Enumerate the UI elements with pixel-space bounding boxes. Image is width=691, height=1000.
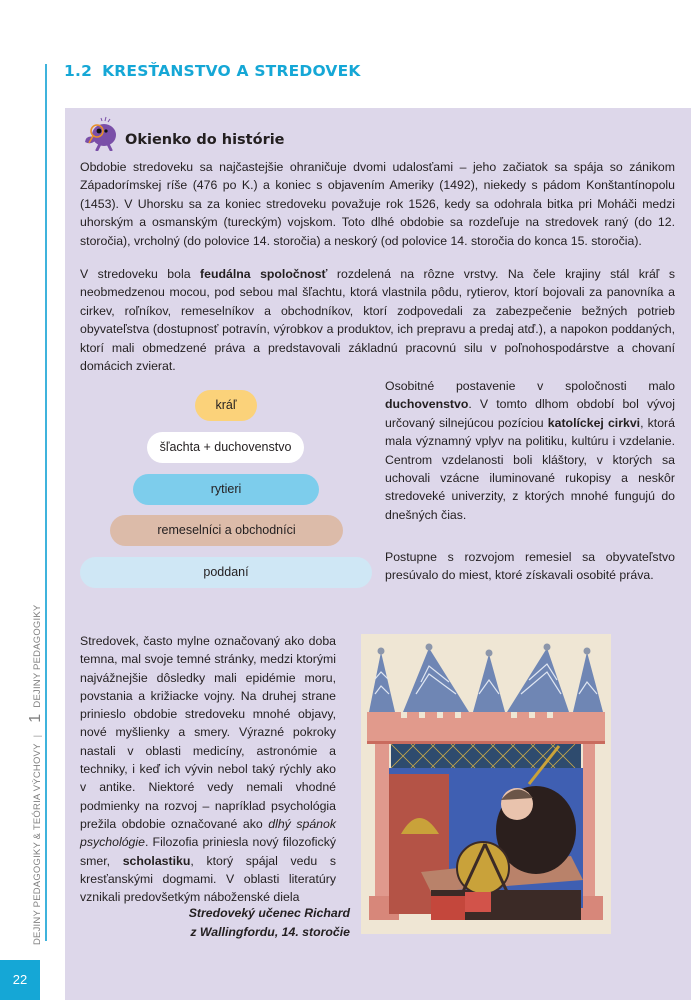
- section-number: 1.2: [64, 62, 93, 80]
- pyramid-level-knights: rytieri: [133, 474, 319, 505]
- paragraph-clergy: [385, 377, 675, 524]
- bold-term: feudálna spoločnosť: [200, 267, 328, 281]
- paragraph-periodization: Obdobie stredoveku sa najčastejšie ohraničuje dvomi udalosťami – jeho začiatok sa spája so zánikom Západorímskej ríše (476 po K.) a koniec s objavením Ameriky (1492), niekedy s pádom Konštantínopolu (1453). V Uhorsku sa za koniec stredoveku považuje rok 1526, kedy sa odohrala bitka pri Moháči medzi uhorským a osmanským (tureckým) vojskom. Toto dlhé obdobie sa rozdeľuje na stredovek raný (do 12. storočia), vrcholný (do polovice 14. storočia) a neskorý (od polovice 14. storočia do konca 15. storočia).: [80, 160, 675, 248]
- separator: |: [32, 734, 43, 738]
- pyramid-level-serfs: poddaní: [80, 557, 372, 588]
- pyramid-level-nobility-clergy: šľachta + duchovenstvo: [147, 432, 304, 463]
- pyramid-level-king: kráľ: [195, 390, 257, 421]
- paragraph-middle-ages: [80, 632, 336, 906]
- text-run: Osobitné postavenie v spoločnosti malo: [385, 379, 675, 393]
- manuscript-illustration: [361, 634, 611, 934]
- paragraph-towns: Postupne s rozvojom remesiel sa obyvateľstvo presúvalo do miest, ktoré získavali osobité práva.: [385, 550, 675, 583]
- italic-term: dlhý spánok psychológie: [80, 816, 336, 850]
- text-run: , ktorá mala významný vplyv na politiku, kultúru i vzdelanie. Centrom vzdelanosti boli kláštory, v ktorých sa uchovali vzácne iluminované rukopisy a neskôr stredoveké univerzity, z ktorých mnohé fungujú do dnešných čias.: [385, 415, 675, 522]
- pyramid-level-craftsmen-merchants: remeselníci a obchodníci: [110, 515, 343, 546]
- chapter-title: DEJINY PEDAGOGIKY: [32, 604, 43, 708]
- caption-line-1: Stredoveký učenec Richard: [188, 906, 350, 920]
- section-heading: [64, 62, 361, 80]
- text-run: . Filozofia priniesla nový filozofický smer,: [80, 835, 336, 868]
- paragraph-feudal-society: [80, 265, 675, 375]
- figure-caption: [130, 904, 350, 942]
- text-run: Stredovek, často mylne označovaný ako doba temna, mal svoje temné stránky, medzi ktorými najvážnejšie dôsledky mali epidémie moru, povstania a križiacke vojny. Na druhej strane prinieslo obdobie stredoveku mnohé objavy, nové myšlienky a smery. Výrazné pokroky nastali v oblasti medicíny, astronómie a techniky, i keď ich vývin nebol taký rýchly ako v antike. Niektoré vedy nemali vhodné podmienky na rozvoj – napríklad psychológia prežila obdobie označované ako: [80, 634, 336, 831]
- text-run: . V tomto dlhom období bol vývoj určovaný silnejúcou pozíciou: [385, 397, 675, 430]
- bold-term: duchovenstvo: [385, 397, 469, 412]
- bold-term: scholastiku: [122, 853, 191, 868]
- bold-term: katolíckej cirkvi: [547, 415, 641, 430]
- chapter-number: 1: [27, 713, 44, 723]
- running-header: [27, 605, 45, 945]
- magnifier-creature-icon: [80, 115, 124, 151]
- caption-line-2: z Wallingfordu, 14. storočie: [190, 925, 350, 939]
- book-title: DEJINY PEDAGOGIKY & TEÓRIA VÝCHOVY: [32, 743, 43, 945]
- section-title: KRESŤANSTVO A STREDOVEK: [102, 62, 361, 80]
- text-run: V stredoveku bola: [80, 267, 201, 281]
- text-run: , ktorý spájal vedu s kresťanskými dogmami. V oblasti literatúry vznikali predovšetkým náboženské diela: [80, 853, 336, 905]
- box-title: Okienko do histórie: [125, 132, 285, 148]
- page-number: 22: [0, 960, 40, 1000]
- margin-rule: [45, 64, 47, 941]
- text-run: rozdelená na rôzne vrstvy. Na čele krajiny stál kráľ s neobmedzenou mocou, pod sebou mal šľachtu, ktorá vlastnila pôdu, rytierov, ktorí bojovali za panovníka a cirkev, roľníkov, remeselníkov a obchodníkov, ktorí zodpovedali za zabezpečenie bežných potrieb obyvateľstva (dostupnosť potravín, výrobkov a produktov, ich prepravu a predaj atď.), a napokon poddaných, ktorí mali obmedzené práva a predstavovali základnú pracovnú silu v poľnohospodárstve a chovaní domácich zvierat.: [80, 267, 675, 374]
